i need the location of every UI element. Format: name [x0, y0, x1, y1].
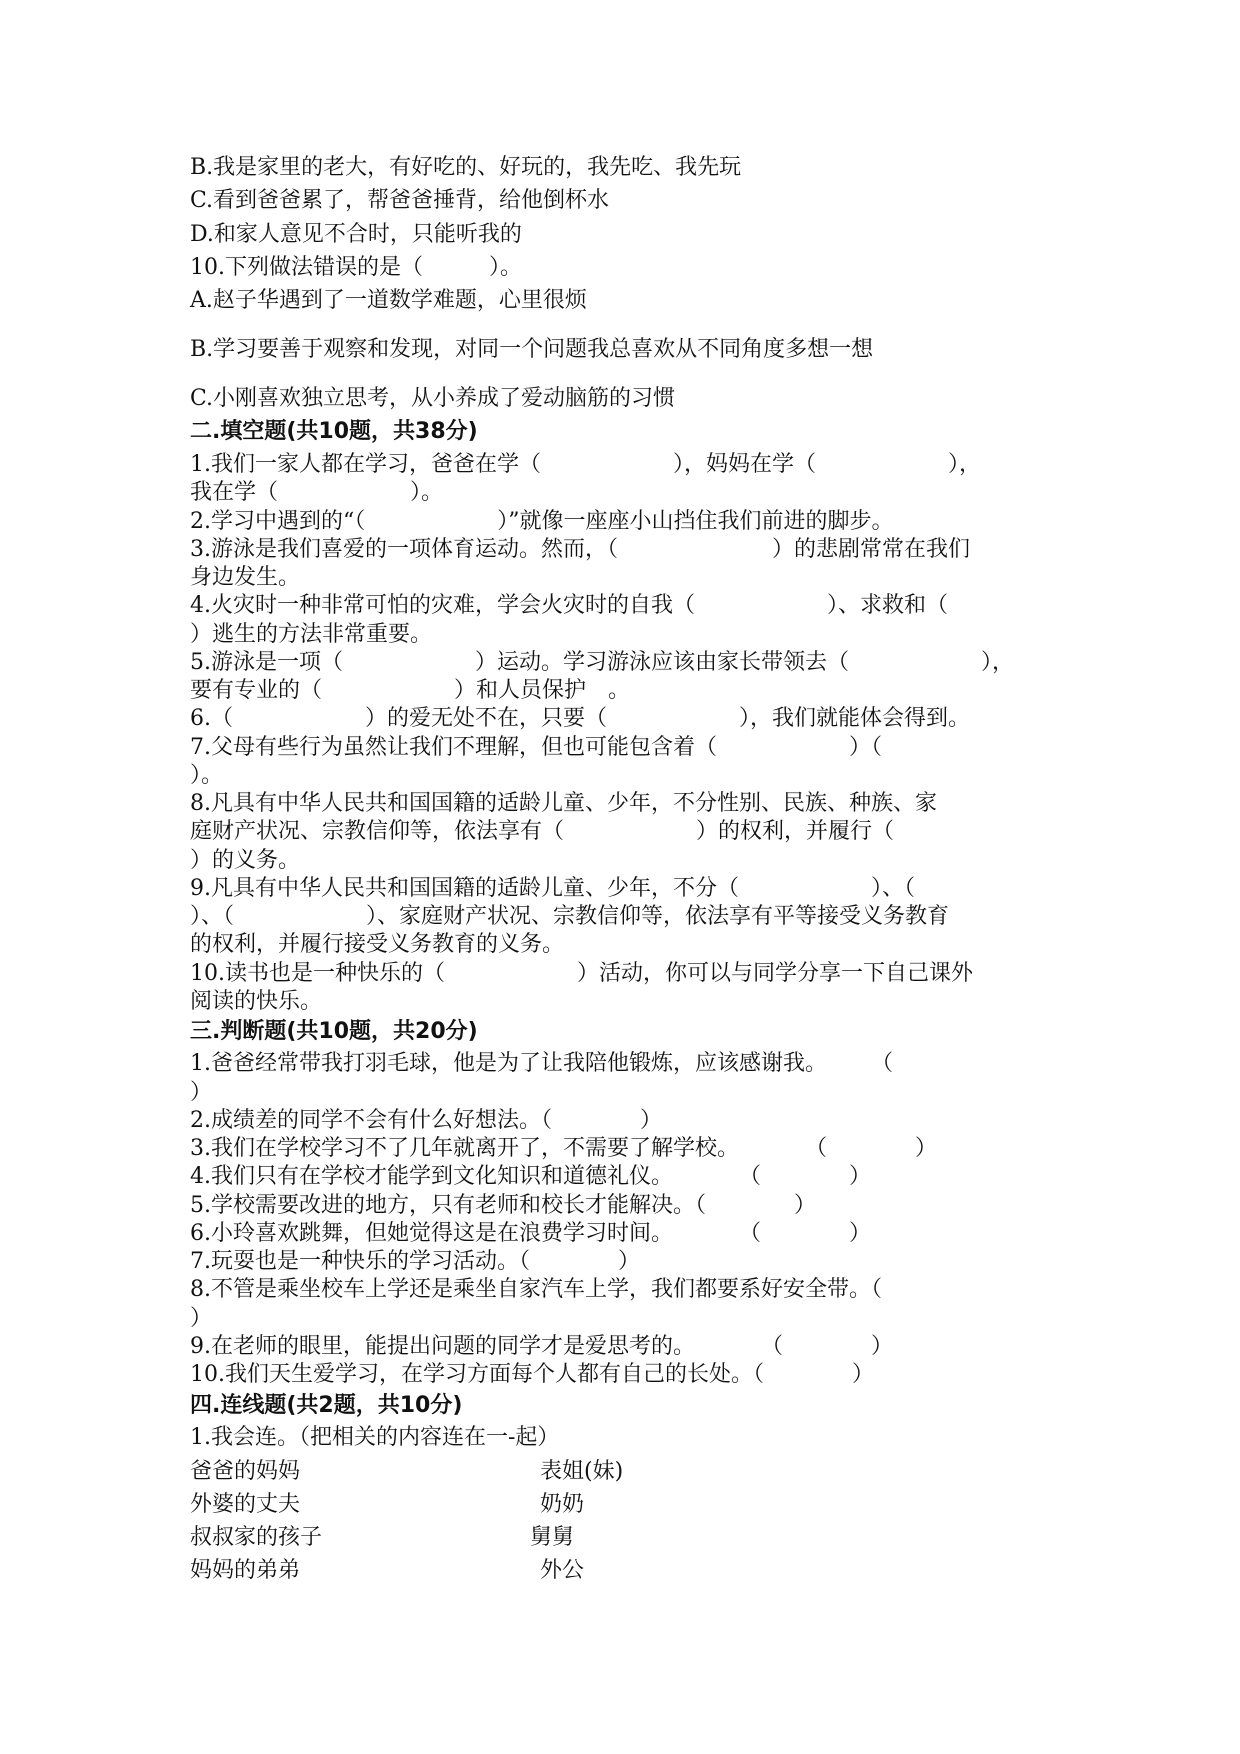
- q10-stem: 10.下列做法错误的是（ ）。: [190, 255, 522, 280]
- fill-line: 4.火灾时一种非常可怕的灾难，学会火灾时的自我（ ）、求救和（: [190, 593, 948, 618]
- q10-option-a: A.赵子华遇到了一道数学难题，心里很烦: [190, 288, 587, 313]
- judge-line: 7.玩耍也是一种快乐的学习活动。（ ）: [190, 1249, 640, 1274]
- judge-line: 3.我们在学校学习不了几年就离开了，不需要了解学校。 （ ）: [190, 1136, 937, 1161]
- q10-option-b: B.学习要善于观察和发现，对同一个问题我总喜欢从不同角度多想一想: [190, 337, 874, 362]
- q9-option-d: D.和家人意见不合时，只能听我的: [190, 222, 522, 247]
- judge-line: 6.小玲喜欢跳舞，但她觉得这是在浪费学习时间。 （ ）: [190, 1221, 871, 1246]
- fill-line: 9.凡具有中华人民共和国国籍的适龄儿童、少年，不分（ ）、（: [190, 876, 915, 901]
- section-heading-fill-blank: 二.填空题(共10题，共38分): [190, 419, 478, 444]
- fill-line: 1.我们一家人都在学习，爸爸在学（ ），妈妈在学（ ），: [190, 452, 981, 477]
- fill-line: 5.游泳是一项（ ）运动。学习游泳应该由家长带领去（ ），: [190, 650, 1014, 675]
- fill-line: 阅读的快乐。: [190, 989, 323, 1014]
- q10-option-c: C.小刚喜欢独立思考，从小养成了爱动脑筋的习惯: [190, 386, 676, 411]
- fill-line: 的权利，并履行接受义务教育的义务。: [190, 932, 565, 957]
- fill-line: 我在学（ ）。: [190, 480, 444, 505]
- fill-line: ）。: [190, 763, 224, 788]
- judge-line: ）: [190, 1080, 213, 1105]
- fill-line: ）逃生的方法非常重要。: [190, 622, 433, 647]
- matching-left-item: 外婆的丈夫: [190, 1492, 301, 1517]
- judge-line: 9.在老师的眼里，能提出问题的同学才是爱思考的。 （ ）: [190, 1334, 893, 1359]
- matching-left-item: 叔叔家的孩子: [190, 1525, 323, 1550]
- fill-line: 庭财产状况、宗教信仰等，依法享有（ ）的权利，并履行（: [190, 819, 895, 844]
- section-heading-true-false: 三.判断题(共10题，共20分): [190, 1019, 478, 1044]
- fill-line: 6.（ ）的爱无处不在，只要（ ），我们就能体会得到。: [190, 706, 970, 731]
- judge-line: 8.不管是乘坐校车上学还是乘坐自家汽车上学，我们都要系好安全带。（: [190, 1277, 882, 1302]
- fill-line: 10.读书也是一种快乐的（ ）活动，你可以与同学分享一下自己课外: [190, 961, 973, 986]
- fill-line: ）的义务。: [190, 848, 301, 873]
- judge-line: 5.学校需要改进的地方，只有老师和校长才能解决。（ ）: [190, 1193, 816, 1218]
- matching-right-item: 外公: [540, 1558, 585, 1583]
- judge-line: 2.成绩差的同学不会有什么好想法。（ ）: [190, 1108, 662, 1133]
- fill-line: 7.父母有些行为虽然让我们不理解，但也可能包含着（ ）（: [190, 735, 882, 760]
- fill-line: 身边发生。: [190, 565, 301, 590]
- section-heading-matching: 四.连线题(共2题，共10分): [190, 1393, 463, 1418]
- matching-right-item: 奶奶: [540, 1492, 585, 1517]
- q9-option-b: B.我是家里的老大，有好吃的、好玩的，我先吃、我先玩: [190, 155, 742, 180]
- judge-line: ）: [190, 1306, 213, 1331]
- q9-option-c: C.看到爸爸累了，帮爸爸捶背，给他倒杯水: [190, 188, 610, 213]
- judge-line: 10.我们天生爱学习，在学习方面每个人都有自己的长处。（ ）: [190, 1362, 874, 1387]
- matching-left-item: 爸爸的妈妈: [190, 1459, 301, 1484]
- judge-line: 4.我们只有在学校才能学到文化知识和道德礼仪。 （ ）: [190, 1164, 871, 1189]
- fill-line: 3.游泳是我们喜爱的一项体育运动。然而，（ ）的悲剧常常在我们: [190, 537, 970, 562]
- matching-right-item: 舅舅: [530, 1525, 575, 1550]
- fill-line: ）、（ ）、家庭财产状况、宗教信仰等，依法享有平等接受义务教育: [190, 904, 950, 929]
- matching-stem: 1.我会连。（把相关的内容连在一-起）: [190, 1425, 560, 1450]
- fill-line: 要有专业的（ ）和人员保护 。: [190, 678, 631, 703]
- fill-line: 2.学习中遇到的“（ ）”就像一座座小山挡住我们前进的脚步。: [190, 509, 894, 534]
- fill-line: 8.凡具有中华人民共和国国籍的适龄儿童、少年，不分性别、民族、种族、家: [190, 791, 937, 816]
- judge-line: 1.爸爸经常带我打羽毛球，他是为了让我陪他锻炼，应该感谢我。 （: [190, 1051, 893, 1076]
- matching-right-item: 表姐(妹): [540, 1459, 624, 1484]
- matching-left-item: 妈妈的弟弟: [190, 1558, 301, 1583]
